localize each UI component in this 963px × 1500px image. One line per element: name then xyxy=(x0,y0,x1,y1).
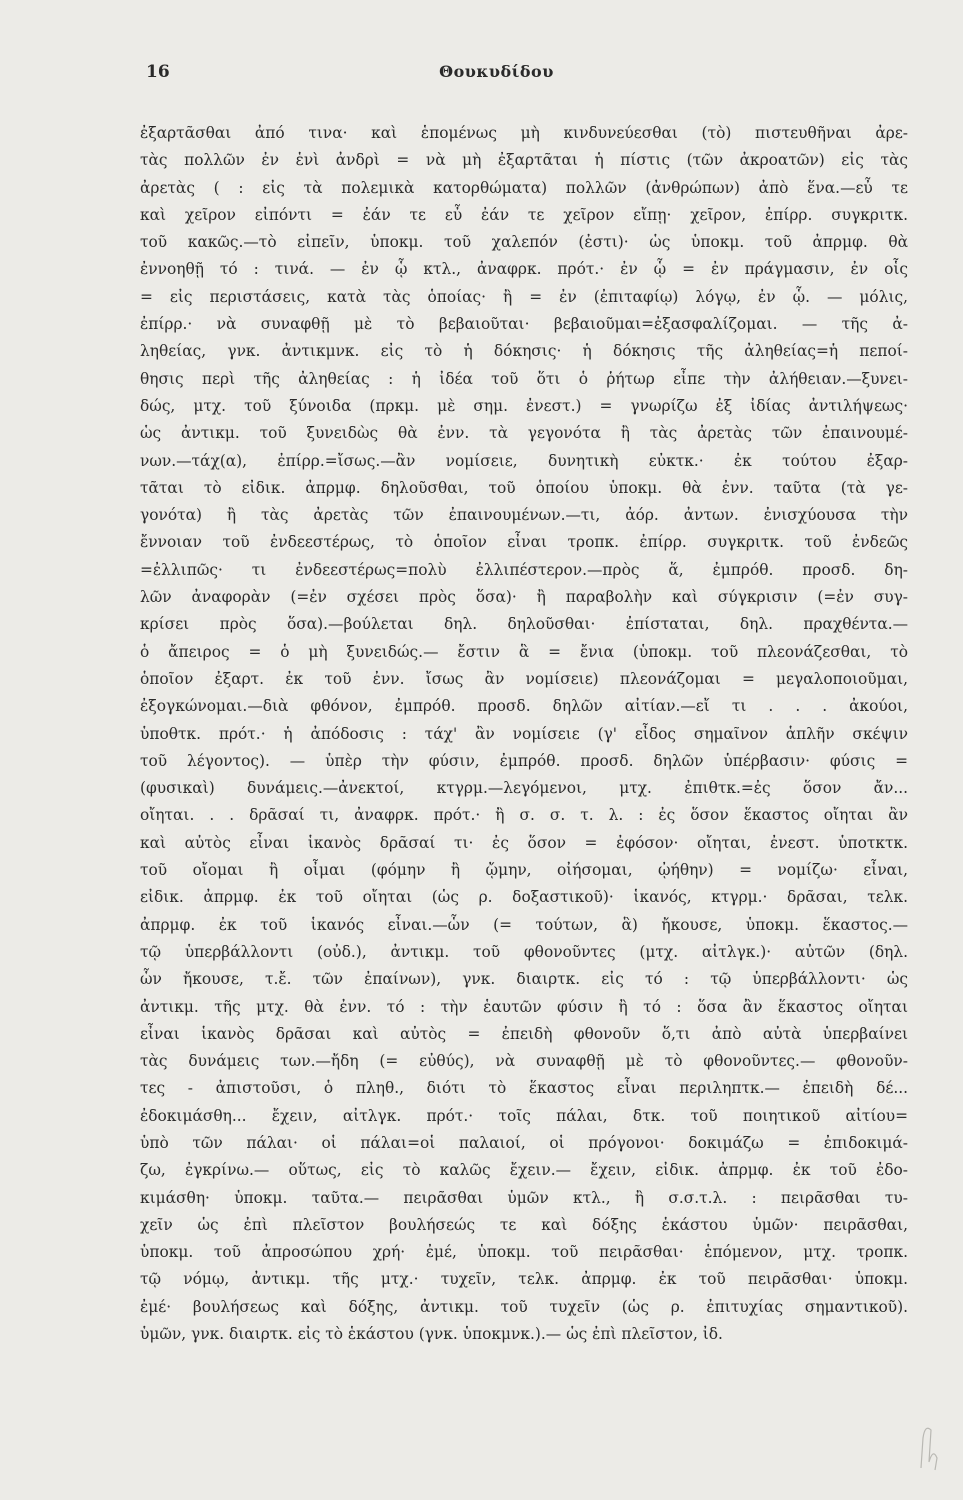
text-line: ἔννοιαν τοῦ ἐνδεεστέρως, τὸ ὁποῖον εἶναι τροπκ. ἐπίρρ. συγκριτκ. τοῦ ἐνδεῶς xyxy=(140,533,908,552)
text-line: τοῦ κακῶς.—τὸ εἰπεῖν, ὑποκμ. τοῦ χαλεπόν (ἐστι)· ὡς ὑποκμ. τοῦ ἀπρμφ. θὰ xyxy=(140,233,908,252)
text-line: τῷ ὑπερβάλλοντι (οὐδ.), ἀντικμ. τοῦ φθονοῦντες (μτχ. αἰτλγκ.)· αὐτῶν (δηλ. xyxy=(140,942,908,961)
text-line: οἴηται. . . δρᾶσαί τι, ἀναφρκ. πρότ.· ἢ σ. σ. τ. λ. : ἐς ὅσον ἕκαστος οἴηται ἂν xyxy=(140,806,908,825)
text-line: ἀντικμ. τῆς μτχ. θὰ ἐνν. τό : τὴν ἑαυτῶν φύσιν ἢ τό : ὅσα ἂν ἕκαστος οἴηται xyxy=(140,997,908,1016)
text-line: τες - ἀπιστοῦσι, ὁ πληθ., διότι τὸ ἕκαστος εἶναι περιληπτκ.— ἐπειδὴ δέ... xyxy=(140,1079,908,1098)
text-line: ὁ ἄπειρος = ὁ μὴ ξυνειδώς.— ἔστιν ἃ = ἔνια (ὑποκμ. τοῦ πλεονάζεσθαι, τὸ xyxy=(140,642,908,661)
running-title: Θουκυδίδου xyxy=(439,62,554,81)
text-line: εἶναι ἱκανὸς δρᾶσαι καὶ αὐτὸς = ἐπειδὴ φθονοῦν ὅ,τι ἀπὸ αὐτὰ ὑπερβαίνει xyxy=(140,1024,908,1043)
text-line: ὡς ἀντικμ. τοῦ ξυνειδὼς θὰ ἐνν. τὰ γεγονότα ἢ τὰς ἀρετὰς τῶν ἐπαινουμέ- xyxy=(140,424,908,443)
text-line: θησις περὶ τῆς ἀληθείας : ἡ ἰδέα τοῦ ὅτι ὁ ῥήτωρ εἶπε τὴν ἀλήθειαν.—ξυνει- xyxy=(140,369,908,388)
text-line: ὧν ἤκουσε, τ.ἔ. τῶν ἐπαίνων), γνκ. διαιρτκ. εἰς τό : τῷ ὑπερβάλλοντι· ὡς xyxy=(140,970,908,989)
page-number: 16 xyxy=(146,62,170,82)
text-line: ληθείας, γνκ. ἀντικμνκ. εἰς τὸ ἡ δόκησις· ἡ δόκησις τῆς ἀληθείας=ἡ πεποί- xyxy=(140,342,908,361)
text-line: ὑποκμ. τοῦ ἀπροσώπου χρή· ἐμέ, ὑποκμ. τοῦ πειρᾶσθαι· ἑπόμενον, μτχ. τροπκ. xyxy=(140,1243,908,1262)
text-line: ἀπρμφ. ἐκ τοῦ ἱκανός εἶναι.—ὧν (= τούτων, ἃ) ἤκουσε, ὑποκμ. ἕκαστος.— xyxy=(140,915,908,934)
text-line: εἰδικ. ἀπρμφ. ἐκ τοῦ οἴηται (ὡς ρ. δοξαστικοῦ)· ἱκανός, κτγρμ.· δρᾶσαι, τελκ. xyxy=(140,888,908,907)
text-line: τὰς πολλῶν ἐν ἑνὶ ἀνδρὶ = νὰ μὴ ἐξαρτᾶται ἡ πίστις (τῶν ἀκροατῶν) εἰς τὰς xyxy=(140,151,908,170)
text-line: ἐξογκώνομαι.—διὰ φθόνον, ἐμπρόθ. προσδ. δηλῶν αἰτίαν.—εἴ τι . . . ἀκούοι, xyxy=(140,697,908,716)
text-line: χεῖν ὡς ἐπὶ πλεῖστον βουλήσεώς τε καὶ δόξης ἑκάστου ὑμῶν· πειρᾶσθαι, xyxy=(140,1215,908,1234)
text-line: ὑποθτκ. πρότ.· ἡ ἀπόδοσις : τάχ' ἂν νομίσειε (γ' εἶδος σημαῖνον ἁπλῆν σκέψιν xyxy=(140,724,908,743)
text-line: ἐξαρτᾶσθαι ἀπό τινα· καὶ ἑπομένως μὴ κινδυνεύεσθαι (τὸ) πιστευθῆναι ἀρε- xyxy=(140,124,908,142)
text-line: ἐπίρρ.· νὰ συναφθῇ μὲ τὸ βεβαιοῦται· βεβαιοῦμαι=ἐξασφαλίζομαι. — τῆς ἀ- xyxy=(140,315,908,334)
text-line: τὰς δυνάμεις των.—ἤδη (= εὐθύς), νὰ συναφθῇ μὲ τὸ φθονοῦντες.— φθονοῦν- xyxy=(140,1052,908,1071)
text-line: τῷ νόμῳ, ἀντικμ. τῆς μτχ.· τυχεῖν, τελκ. ἀπρμφ. ἐκ τοῦ πειρᾶσθαι· ὑποκμ. xyxy=(140,1270,908,1289)
text-line: λῶν ἀναφορὰν (=ἐν σχέσει πρὸς ὅσα)· ἢ παραβολὴν καὶ σύγκρισιν (=ἐν συγ- xyxy=(140,588,908,607)
margin-scribble-icon xyxy=(917,1418,941,1474)
text-line: ἐδοκιμάσθη... ἔχειν, αἰτλγκ. πρότ.· τοῖς πάλαι, δτκ. τοῦ ποιητικοῦ αἰτίου= xyxy=(140,1106,908,1125)
text-line: τοῦ λέγοντος). — ὑπὲρ τὴν φύσιν, ἐμπρόθ. προσδ. δηλῶν ὑπέρβασιν· φύσις = xyxy=(140,751,908,770)
text-line: = εἰς περιστάσεις, κατὰ τὰς ὁποίας· ἢ = ἐν (ἐπιταφίῳ) λόγῳ, ἐν ᾧ. — μόλις, xyxy=(140,287,908,306)
text-line: νων.—τάχ(α), ἐπίρρ.=ἴσως.—ἂν νομίσειε, δυνητικὴ εὐκτκ.· ἐκ τούτου ἐξαρ- xyxy=(140,451,908,470)
text-line: γονότα) ἢ τὰς ἀρετὰς τῶν ἐπαινουμένων.—τι, ἀόρ. ἀντων. ἐνισχύουσα τὴν xyxy=(140,506,908,525)
text-line: τοῦ οἴομαι ἢ οἶμαι (φόμην ἢ ᾤμην, οἰήσομαι, ᾠήθην) = νομίζω· εἶναι, xyxy=(140,861,908,880)
text-line: κιμάσθη· ὑποκμ. ταῦτα.— πειρᾶσθαι ὑμῶν κτλ., ἢ σ.σ.τ.λ. : πειρᾶσθαι τυ- xyxy=(140,1188,908,1207)
text-line: ὑπὸ τῶν πάλαι· οἱ πάλαι=οἱ παλαιοί, οἱ πρόγονοι· δοκιμάζω = ἐπιδοκιμά- xyxy=(140,1133,908,1152)
text-line: δώς, μτχ. τοῦ ξύνοιδα (πρκμ. μὲ σημ. ἐνεστ.) = γνωρίζω ἐξ ἰδίας ἀντιλήψεως· xyxy=(140,396,908,415)
text-line: ὑμῶν, γνκ. διαιρτκ. εἰς τὸ ἑκάστου (γνκ. ὑποκμνκ.).— ὡς ἐπὶ πλεῖστον, ἰδ. xyxy=(140,1325,723,1344)
text-line: τᾶται τὸ εἰδικ. ἀπρμφ. δηλοῦσθαι, τοῦ ὁποίου ὑποκμ. θὰ ἐνν. ταῦτα (τὰ γε- xyxy=(140,478,908,497)
text-line: (φυσικαὶ) δυνάμεις.—ἀνεκτοί, κτγρμ.—λεγόμενοι, μτχ. ἐπιθτκ.=ἐς ὅσον ἄν... xyxy=(140,779,908,798)
text-line: ζω, ἐγκρίνω.— οὕτως, εἰς τὸ καλῶς ἔχειν.— ἔχειν, εἰδικ. ἀπρμφ. ἐκ τοῦ ἐδο- xyxy=(140,1161,908,1180)
text-line: κρίσει πρὸς ὅσα).—βούλεται δηλ. δηλοῦσθαι· ἐπίσταται, δηλ. πραχθέντα.— xyxy=(140,615,908,634)
commentary-text xyxy=(140,120,908,1348)
page-header xyxy=(146,62,847,86)
text-line: ὁποῖον ἐξαρτ. ἐκ τοῦ ἐνν. ἴσως ἂν νομίσειε) πλεονάζομαι = μεγαλοποιοῦμαι, xyxy=(140,669,908,688)
text-line: καὶ αὐτὸς εἶναι ἱκανὸς δρᾶσαί τι· ἐς ὅσον = ἐφόσον· οἴηται, ἐνεστ. ὑποτκτκ. xyxy=(140,833,908,852)
text-line: ἐμέ· βουλήσεως καὶ δόξης, ἀντικμ. τοῦ τυχεῖν (ὡς ρ. ἐπιτυχίας σημαντικοῦ). xyxy=(140,1297,908,1316)
text-line: ἀρετὰς ( : εἰς τὰ πολεμικὰ κατορθώματα) πολλῶν (ἀνθρώπων) ἀπὸ ἕνα.—εὖ τε xyxy=(140,178,908,197)
text-line: καὶ χεῖρον εἰπόντι = ἐάν τε εὖ ἐάν τε χεῖρον εἴπῃ· χεῖρον, ἐπίρρ. συγκριτκ. xyxy=(140,205,908,224)
text-line: ἐννοηθῇ τό : τινά. — ἐν ᾧ κτλ., ἀναφρκ. πρότ.· ἐν ᾧ = ἐν πράγμασιν, ἐν οἷς xyxy=(140,260,908,279)
text-line: =ἐλλιπῶς· τι ἐνδεεστέρως=πολὺ ἐλλιπέστερον.—πρὸς ἅ, ἐμπρόθ. προσδ. δη- xyxy=(140,560,908,579)
